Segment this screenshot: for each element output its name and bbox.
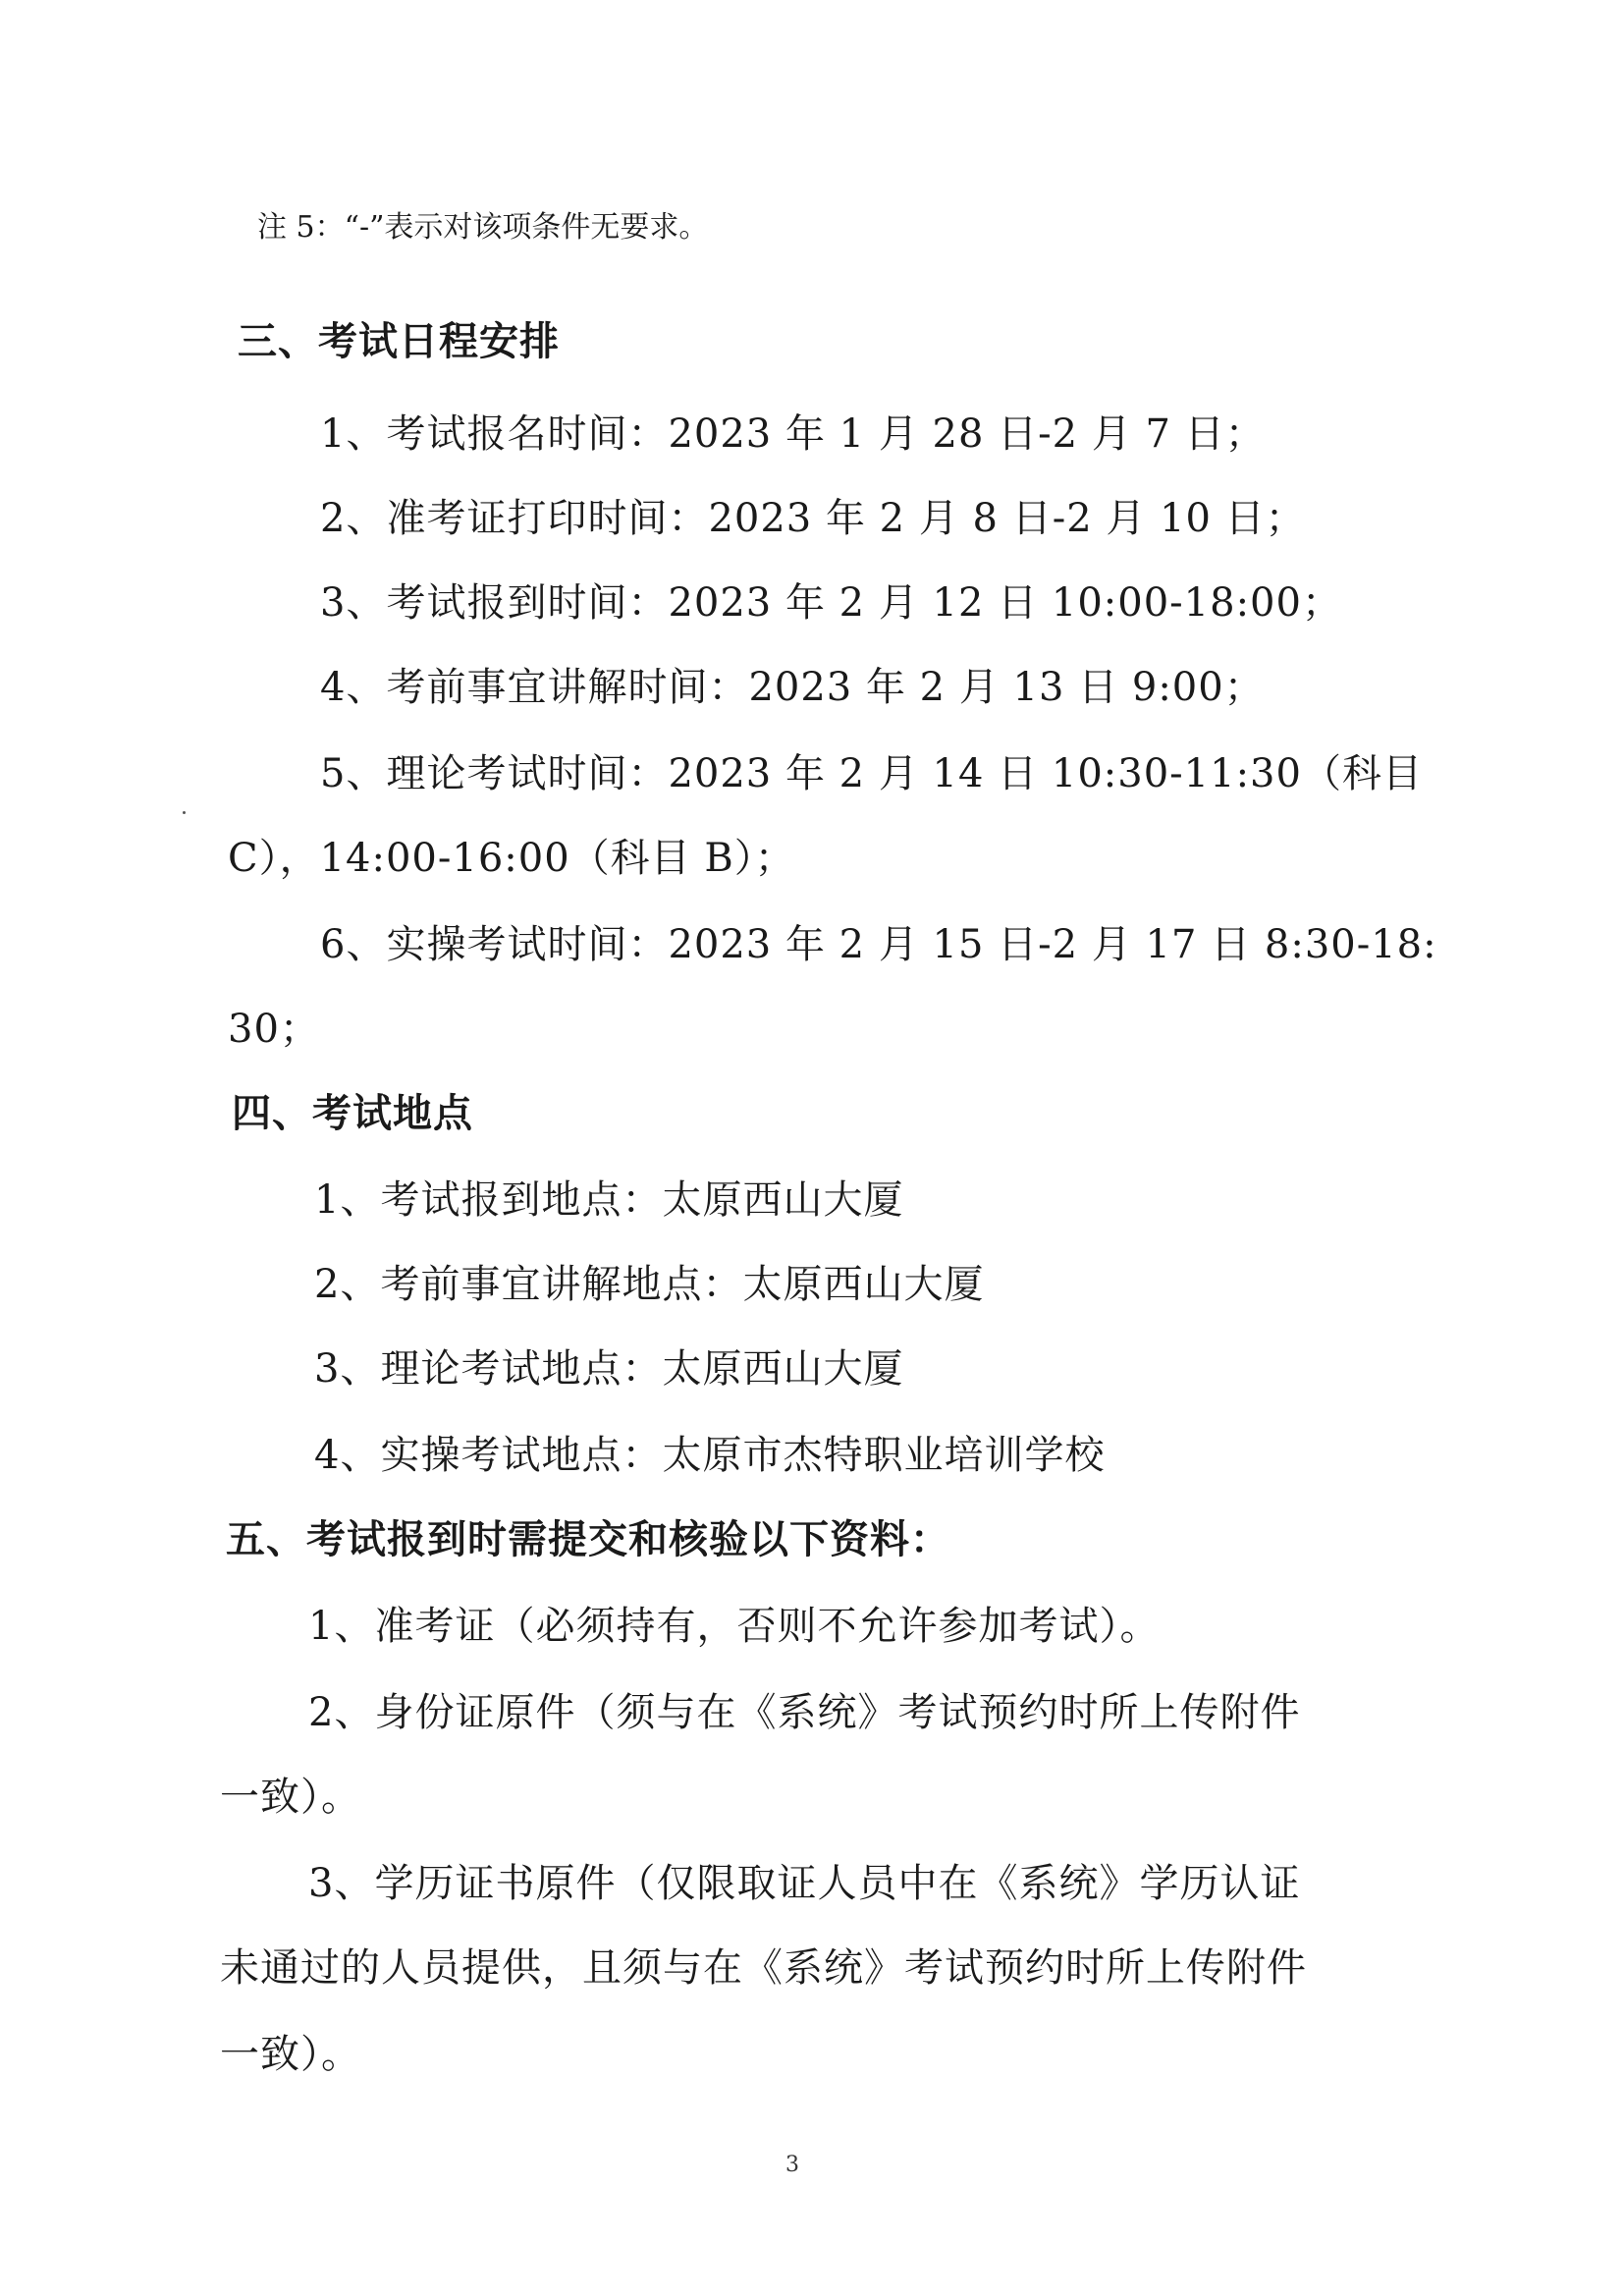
note-5: 注 5：“-”表示对该项条件无要求。 xyxy=(257,210,709,245)
material-item-2-line-1: 2、身份证原件（须与在《系统》考试预约时所上传附件 xyxy=(308,1690,1301,1735)
schedule-item-5-line-2: C），14:00-16:00（科目 B）； xyxy=(228,836,795,881)
section-4-heading: 四、考试地点 xyxy=(232,1090,473,1136)
section-5-heading: 五、考试报到时需提交和核验以下资料： xyxy=(226,1516,950,1562)
schedule-item-3: 3、考试报到时间：2023 年 2 月 12 日 10:00-18:00； xyxy=(320,580,1342,626)
location-item-2: 2、考前事宜讲解地点：太原西山大厦 xyxy=(314,1262,985,1307)
schedule-item-2: 2、准考证打印时间：2023 年 2 月 8 日-2 月 10 日； xyxy=(320,496,1306,541)
location-item-4: 4、实操考试地点：太原市杰特职业培训学校 xyxy=(314,1433,1106,1478)
material-item-3-line-3: 一致）。 xyxy=(220,2032,361,2077)
material-item-2-line-2: 一致）。 xyxy=(220,1775,361,1820)
material-item-3-line-1: 3、学历证书原件（仅限取证人员中在《系统》学历认证 xyxy=(308,1861,1301,1906)
schedule-item-4: 4、考前事宜讲解时间：2023 年 2 月 13 日 9:00； xyxy=(320,665,1265,710)
section-3-heading: 三、考试日程安排 xyxy=(238,318,560,364)
location-item-3: 3、理论考试地点：太原西山大厦 xyxy=(314,1346,904,1392)
location-item-1: 1、考试报到地点：太原西山大厦 xyxy=(314,1177,904,1223)
schedule-item-6-line-1: 6、实操考试时间：2023 年 2 月 15 日-2 月 17 日 8:30-18: xyxy=(320,922,1437,967)
material-item-3-line-2: 未通过的人员提供，且须与在《系统》考试预约时所上传附件 xyxy=(220,1945,1307,1991)
material-item-1: 1、准考证（必须持有，否则不允许参加考试）。 xyxy=(308,1604,1161,1649)
schedule-item-1: 1、考试报名时间：2023 年 1 月 28 日-2 月 7 日； xyxy=(320,411,1266,457)
scan-speck xyxy=(183,811,186,814)
schedule-item-5-line-1: 5、理论考试时间：2023 年 2 月 14 日 10:30-11:30（科目 xyxy=(320,751,1423,796)
page-number: 3 xyxy=(785,2153,799,2177)
schedule-item-6-line-2: 30； xyxy=(228,1007,320,1052)
